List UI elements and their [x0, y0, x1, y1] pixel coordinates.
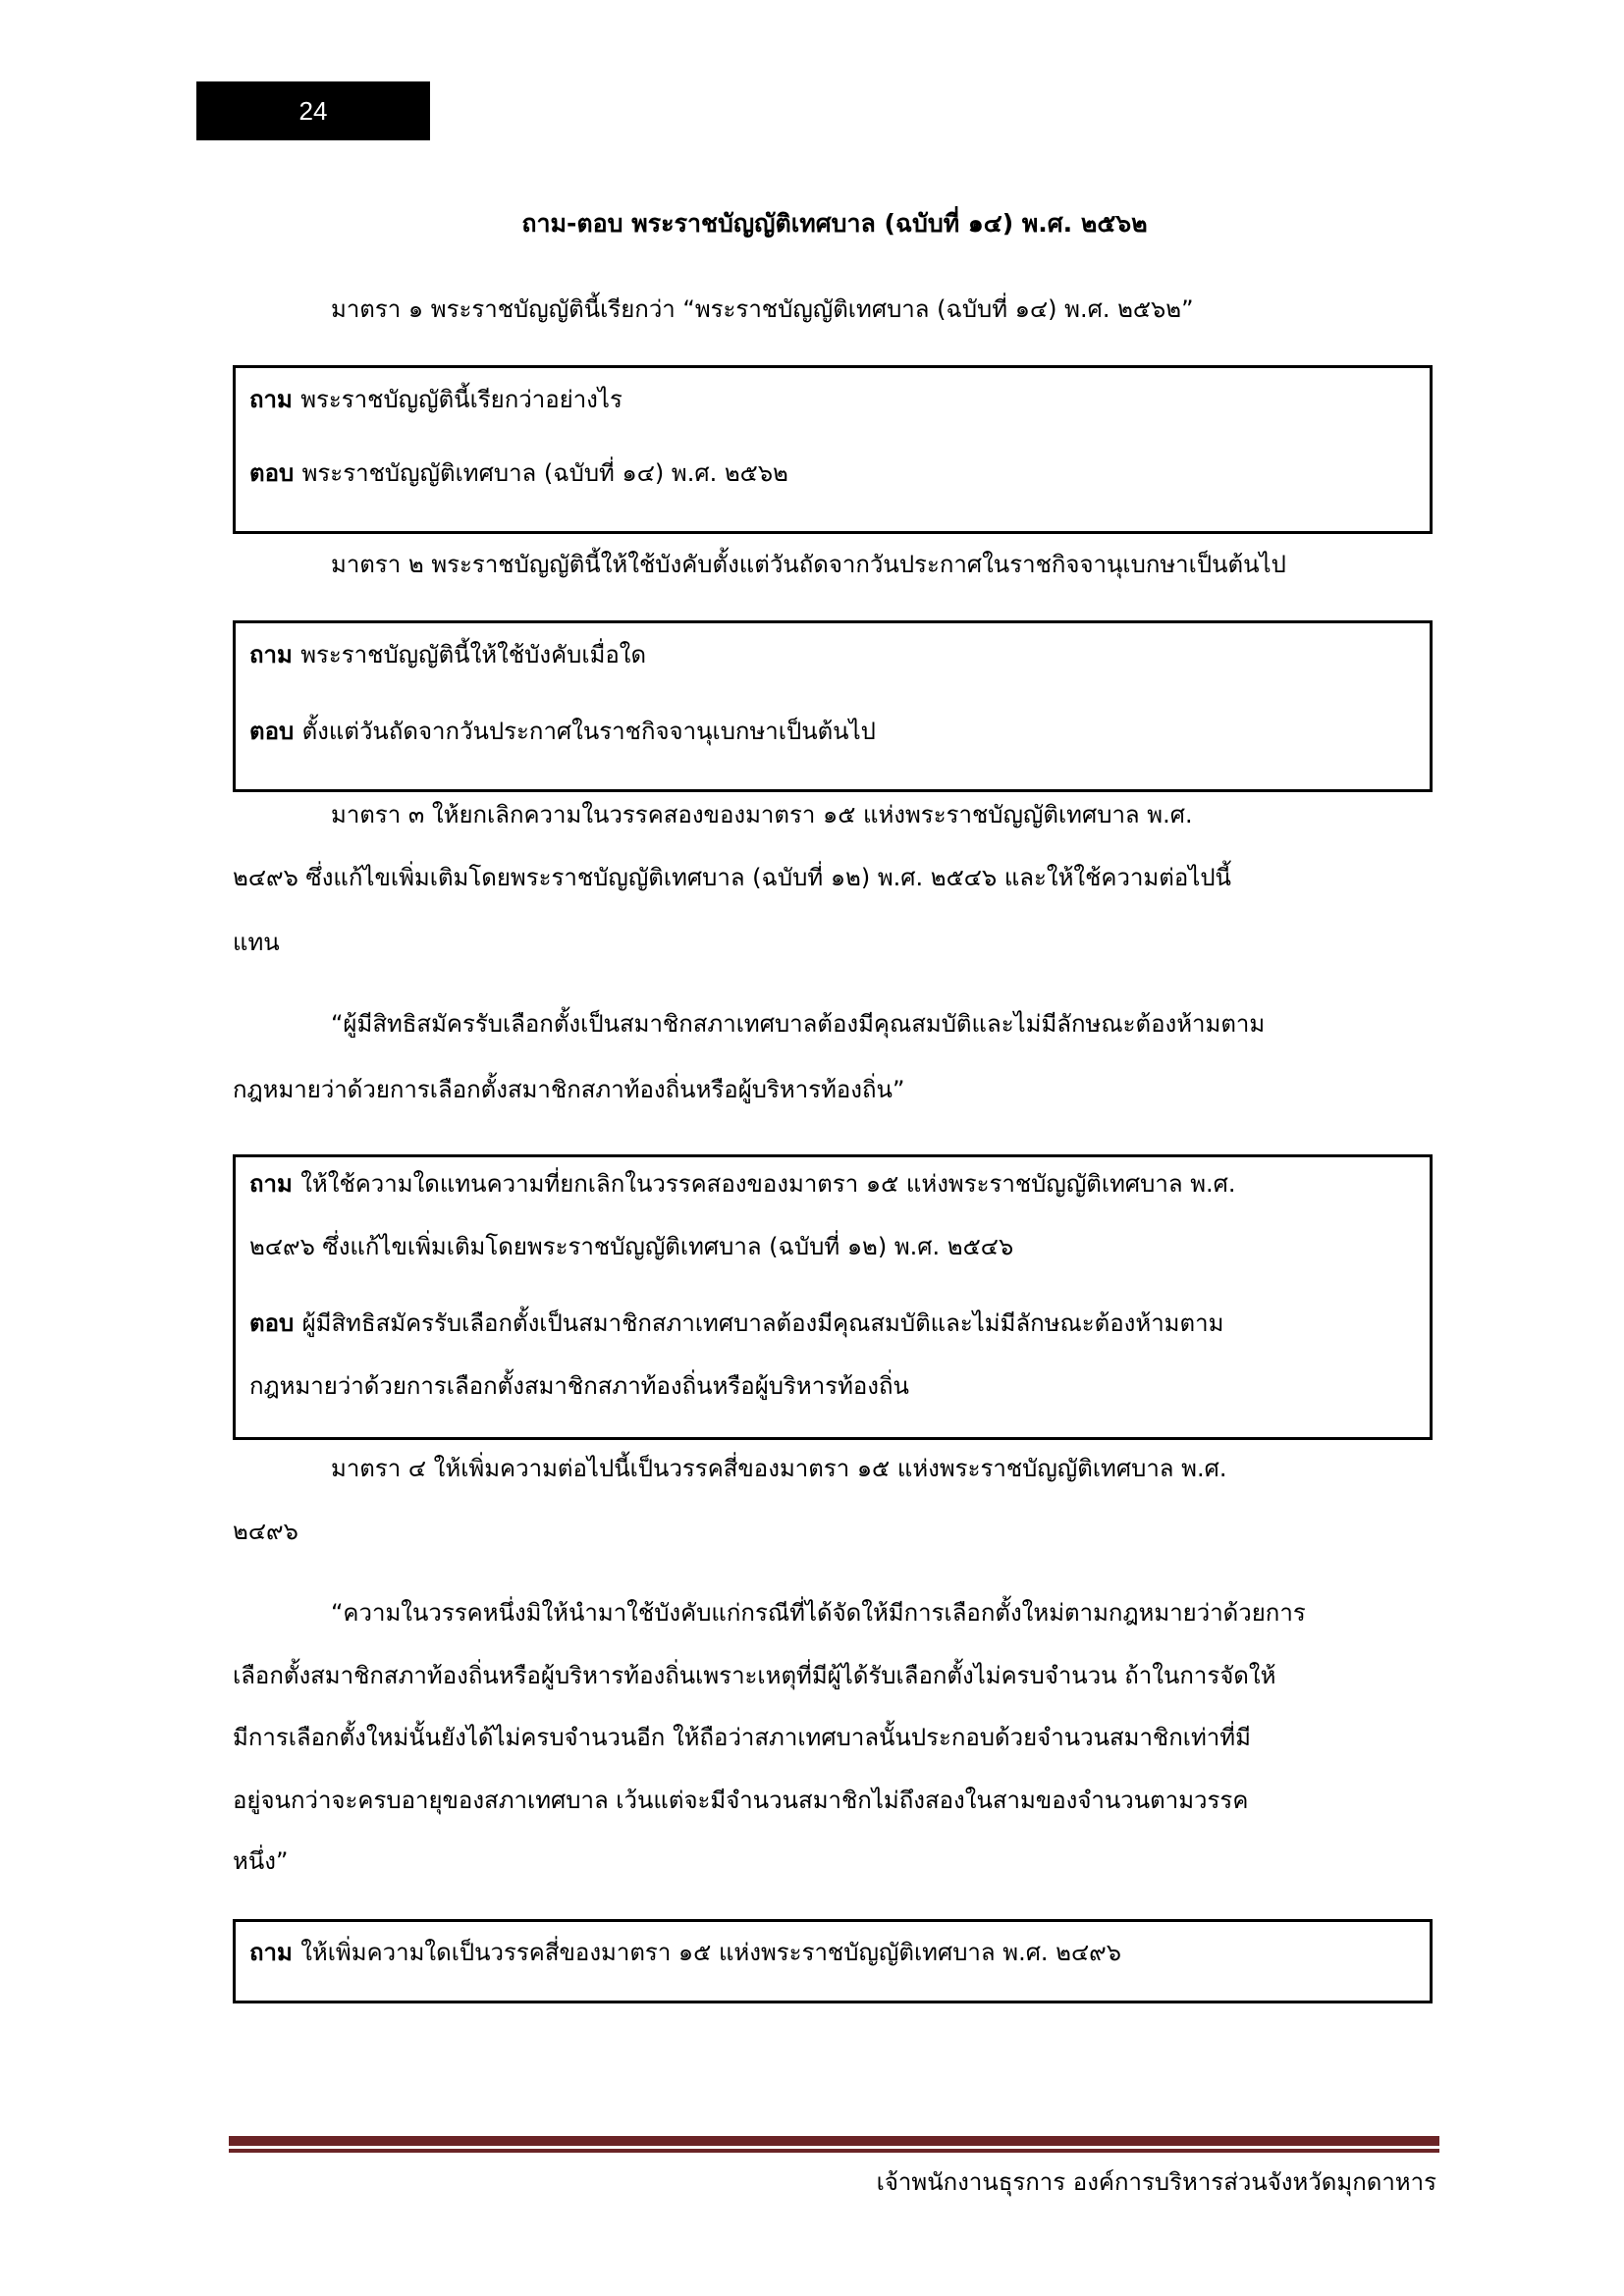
answer-row — [249, 715, 876, 748]
answer-text: พระราชบัญญัติเทศบาล (ฉบับที่ ๑๔) พ.ศ. ๒๕๖๒ — [301, 459, 788, 487]
page-number: 24 — [298, 95, 328, 126]
section-4-quote-line-2: เลือกตั้งสมาชิกสภาท้องถิ่นหรือผู้บริหารท้องถิ่นเพราะเหตุที่มีผู้ได้รับเลือกตั้งไม่ครบจำนวน ถ้าในการจัดให้ — [233, 1662, 1276, 1689]
qa-box-3 — [233, 1154, 1433, 1440]
question-label: ถาม — [249, 386, 301, 413]
qa-box-1 — [233, 365, 1433, 534]
section-3-line-1: มาตรา ๓ ให้ยกเลิกความในวรรคสองของมาตรา ๑๕ แห่งพระราชบัญญัติเทศบาล พ.ศ. — [331, 801, 1193, 828]
question-text-line-2: ๒๔๙๖ ซึ่งแก้ไขเพิ่มเติมโดยพระราชบัญญัติเทศบาล (ฉบับที่ ๑๒) พ.ศ. ๒๕๔๖ — [249, 1233, 1014, 1260]
question-row — [249, 383, 623, 416]
answer-label: ตอบ — [249, 459, 302, 487]
footer-rule-thin — [229, 2149, 1439, 2153]
section-3-quote-line-1: “ผู้มีสิทธิสมัครรับเลือกตั้งเป็นสมาชิกสภาเทศบาลต้องมีคุณสมบัติและไม่มีลักษณะต้องห้ามตาม — [331, 1010, 1266, 1038]
question-text: พระราชบัญญัตินี้เรียกว่าอย่างไร — [300, 386, 623, 413]
section-4-quote-line-5: หนึ่ง” — [233, 1847, 289, 1875]
footer-rule-thick — [229, 2136, 1439, 2146]
question-text: ให้เพิ่มความใดเป็นวรรคสี่ของมาตรา ๑๕ แห่งพระราชบัญญัติเทศบาล พ.ศ. ๒๔๙๖ — [300, 1939, 1121, 1966]
section-4-quote-line-3: มีการเลือกตั้งใหม่นั้นยังได้ไม่ครบจำนวนอีก ให้ถือว่าสภาเทศบาลนั้นประกอบด้วยจำนวนสมาชิกเท่าที่มี — [233, 1724, 1251, 1751]
section-1-text: มาตรา ๑ พระราชบัญญัตินี้เรียกว่า “พระราชบัญญัติเทศบาล (ฉบับที่ ๑๔) พ.ศ. ๒๕๖๒” — [331, 295, 1194, 323]
section-3-line-2: ๒๔๙๖ ซึ่งแก้ไขเพิ่มเติมโดยพระราชบัญญัติเทศบาล (ฉบับที่ ๑๒) พ.ศ. ๒๕๔๖ และให้ใช้ความต่อไปนี้ — [233, 864, 1231, 891]
question-label: ถาม — [249, 1939, 301, 1966]
answer-text-line-2: กฎหมายว่าด้วยการเลือกตั้งสมาชิกสภาท้องถิ่นหรือผู้บริหารท้องถิ่น — [249, 1372, 909, 1400]
answer-row — [249, 1307, 1223, 1340]
footer-text: เจ้าพนักงานธุรการ องค์การบริหารส่วนจังหวัดมุกดาหาร — [876, 2168, 1436, 2196]
qa-box-4 — [233, 1919, 1433, 2003]
answer-text-line-1: ผู้มีสิทธิสมัครรับเลือกตั้งเป็นสมาชิกสภาเทศบาลต้องมีคุณสมบัติและไม่มีลักษณะต้องห้ามตาม — [301, 1309, 1224, 1337]
section-3-line-3: แทน — [233, 929, 280, 956]
question-text: พระราชบัญญัตินี้ให้ใช้บังคับเมื่อใด — [300, 641, 647, 668]
question-text-line-1: ให้ใช้ความใดแทนความที่ยกเลิกในวรรคสองของมาตรา ๑๕ แห่งพระราชบัญญัติเทศบาล พ.ศ. — [300, 1170, 1236, 1198]
qa-box-2 — [233, 620, 1433, 792]
section-4-line-2: ๒๔๙๖ — [233, 1518, 298, 1545]
section-4-quote-line-1: “ความในวรรคหนึ่งมิให้นำมาใช้บังคับแก่กรณีที่ได้จัดให้มีการเลือกตั้งใหม่ตามกฎหมายว่าด้วยการ — [331, 1599, 1306, 1627]
answer-label: ตอบ — [249, 1309, 302, 1337]
section-4-quote-line-4: อยู่จนกว่าจะครบอายุของสภาเทศบาล เว้นแต่จะมีจำนวนสมาชิกไม่ถึงสองในสามของจำนวนตามวรรค — [233, 1787, 1249, 1814]
answer-text: ตั้งแต่วันถัดจากวันประกาศในราชกิจจานุเบกษาเป็นต้นไป — [301, 718, 876, 745]
section-2-text: มาตรา ๒ พระราชบัญญัตินี้ให้ใช้บังคับตั้งแต่วันถัดจากวันประกาศในราชกิจจานุเบกษาเป็นต้นไป — [331, 551, 1286, 578]
section-3-quote-line-2: กฎหมายว่าด้วยการเลือกตั้งสมาชิกสภาท้องถิ่นหรือผู้บริหารท้องถิ่น” — [233, 1076, 905, 1103]
question-row — [249, 638, 646, 671]
answer-label: ตอบ — [249, 718, 302, 745]
question-label: ถาม — [249, 1170, 301, 1198]
question-label: ถาม — [249, 641, 301, 668]
question-row — [249, 1167, 1236, 1201]
answer-row — [249, 456, 788, 490]
section-4-line-1: มาตรา ๔ ให้เพิ่มความต่อไปนี้เป็นวรรคสี่ของมาตรา ๑๕ แห่งพระราชบัญญัติเทศบาล พ.ศ. — [331, 1455, 1227, 1482]
page-number-box — [196, 81, 430, 140]
document-title: ถาม-ตอบ พระราชบัญญัติเทศบาล (ฉบับที่ ๑๔) พ.ศ. ๒๕๖๒ — [521, 209, 1148, 238]
question-row — [249, 1936, 1121, 1969]
